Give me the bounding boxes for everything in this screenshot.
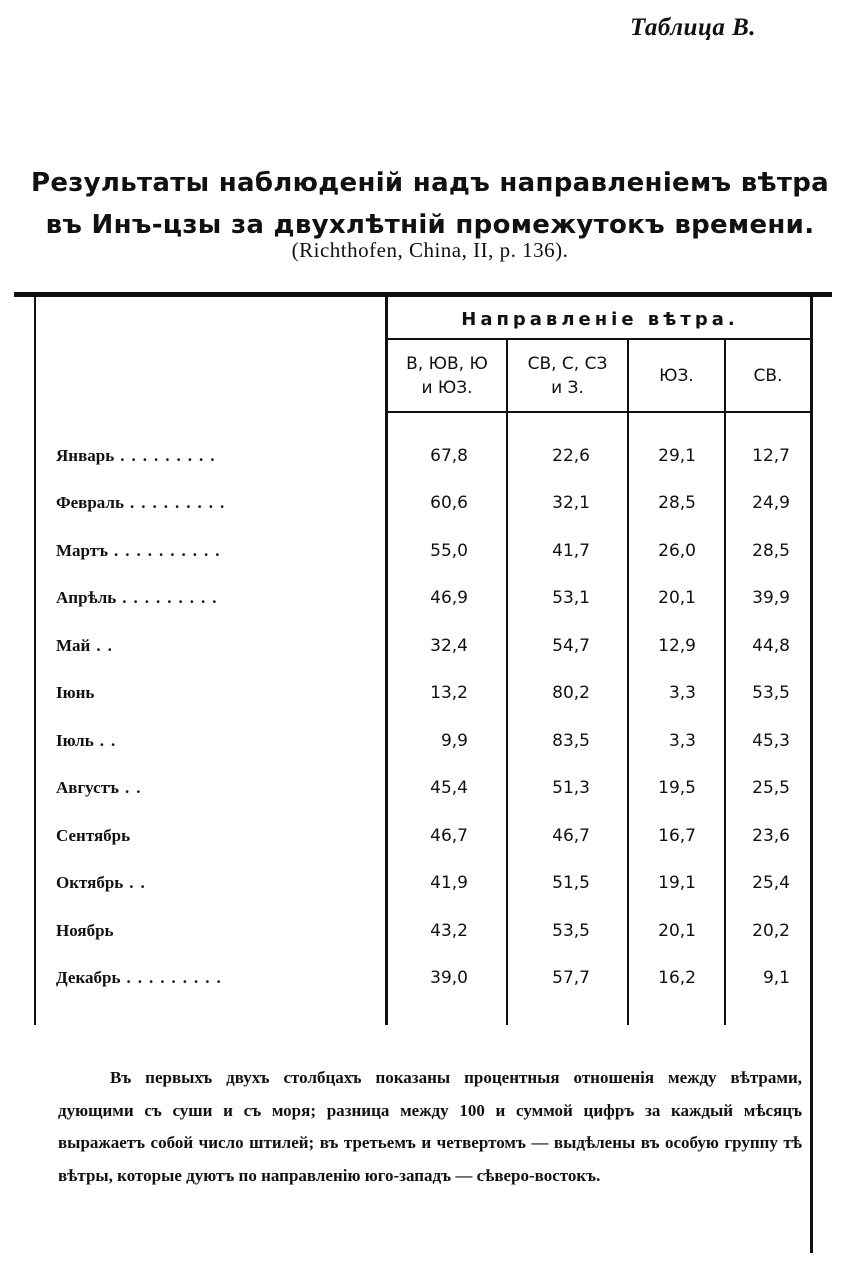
column-header-2 [508,342,627,410]
value-cell: 53,1 [552,588,590,608]
value-cell: 51,5 [552,873,590,893]
table-row-september [0,821,868,851]
value-cell: 67,8 [430,446,468,466]
month-label: Іюль .. [56,731,123,750]
table-row-january [0,441,868,471]
value-cell: 44,8 [752,636,790,656]
value-cell: 9,9 [440,731,468,751]
value-cell: 29,1 [658,446,696,466]
value-cell: 51,3 [552,778,590,798]
value-cell: 80,2 [552,683,590,703]
table-footnote: Въ первыхъ двухъ столбцахъ показаны процентныя отношенія между вѣтрами, дующими съ суши и съ моря; разница между 100 и суммой цифръ за каждый мѣсяцъ выражаетъ собой число штилей; въ третьемъ и четвертомъ — выдѣлены въ особую группу тѣ вѣтры, которые дуютъ по направленію юго-западъ — сѣверо-востокъ. [58,1068,802,1185]
value-cell: 39,9 [752,588,790,608]
value-cell: 45,4 [430,778,468,798]
value-cell: 28,5 [752,541,790,561]
title-line-1: Результаты наблюденій надъ направленіемъ вѣтра [30,168,830,198]
value-cell: 45,3 [752,731,790,751]
value-cell: 41,7 [552,541,590,561]
value-cell: 20,2 [752,921,790,941]
group-header: Направленіе вѣтра. [461,308,739,330]
value-cell: 25,4 [752,873,790,893]
value-cell: 3,3 [668,683,696,703]
value-cell: 26,0 [658,541,696,561]
value-cell: 53,5 [552,921,590,941]
value-cell: 22,6 [552,446,590,466]
table-top-rule [14,292,832,297]
month-label: Апрѣль ......... [56,588,224,607]
value-cell: 28,5 [658,493,696,513]
column-header-rule [386,411,812,413]
month-label: Сентябрь [56,826,131,845]
value-cell: 32,1 [552,493,590,513]
value-cell: 20,1 [658,921,696,941]
page-label: Таблица B. [630,14,757,41]
value-cell: 54,7 [552,636,590,656]
value-cell: 83,5 [552,731,590,751]
value-cell: 19,1 [658,873,696,893]
month-label: Мартъ .......... [56,541,227,560]
month-label: Октябрь .. [56,873,152,892]
value-cell: 12,9 [658,636,696,656]
month-label: Февраль ......... [56,493,232,512]
table-row-october [0,868,868,898]
month-label: Августъ .. [56,778,148,797]
column-header-1-line-2: и ЮЗ. [421,378,473,398]
value-cell: 55,0 [430,541,468,561]
value-cell: 43,2 [430,921,468,941]
table-row-march [0,536,868,566]
title-line-2: въ Инъ-цзы за двухлѣтній промежутокъ времени. [45,210,815,240]
value-cell: 9,1 [762,968,790,988]
source-citation: (Richthofen, China, II, p. 136). [291,238,569,262]
value-cell: 46,9 [430,588,468,608]
value-cell: 16,2 [658,968,696,988]
table-row-february [0,488,868,518]
value-cell: 32,4 [430,636,468,656]
value-cell: 46,7 [552,826,590,846]
column-header-4-label: СВ. [753,366,783,386]
value-cell: 23,6 [752,826,790,846]
value-cell: 53,5 [752,683,790,703]
table-row-august [0,773,868,803]
month-label: Ноябрь [56,921,114,940]
value-cell: 20,1 [658,588,696,608]
column-header-3-label: ЮЗ. [659,366,694,386]
column-header-3 [629,342,724,410]
month-label: Май .. [56,636,119,655]
value-cell: 25,5 [752,778,790,798]
table-row-may [0,631,868,661]
column-header-4 [726,342,810,410]
value-cell: 16,7 [658,826,696,846]
month-label: Январь ......... [56,446,222,465]
value-cell: 39,0 [430,968,468,988]
value-cell: 24,9 [752,493,790,513]
month-label: Декабрь ......... [56,968,228,987]
value-cell: 13,2 [430,683,468,703]
table-row-april [0,583,868,613]
group-header-rule [386,338,812,340]
column-header-2-line-2: и З. [551,378,584,398]
value-cell: 12,7 [752,446,790,466]
page-title [30,162,830,246]
column-header-2-line-1: СВ, С, СЗ [527,354,608,374]
value-cell: 3,3 [668,731,696,751]
month-label: Іюнь [56,683,95,702]
column-header-1-line-1: В, ЮВ, Ю [406,354,488,374]
table-row-november [0,916,868,946]
value-cell: 57,7 [552,968,590,988]
table-row-december [0,963,868,993]
table-row-june [0,678,868,708]
value-cell: 60,6 [430,493,468,513]
value-cell: 41,9 [430,873,468,893]
value-cell: 46,7 [430,826,468,846]
table-row-july [0,726,868,756]
column-header-1 [388,342,506,410]
value-cell: 19,5 [658,778,696,798]
